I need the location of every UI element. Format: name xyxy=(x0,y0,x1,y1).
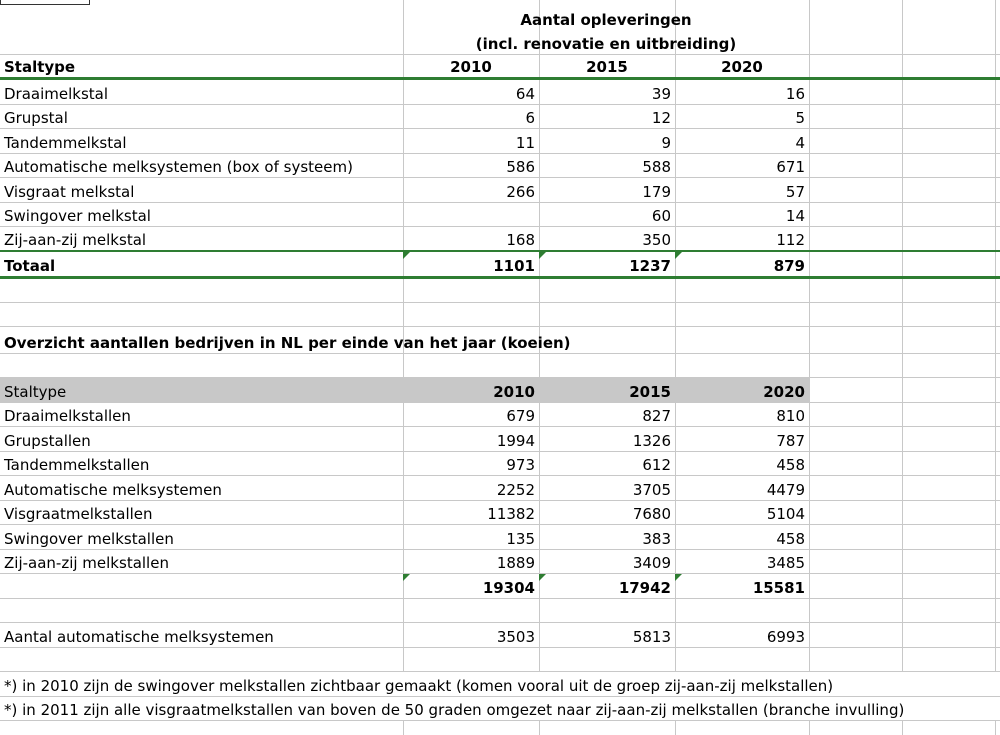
formula-indicator-icon xyxy=(675,252,682,259)
table1-row[interactable] xyxy=(0,105,1000,130)
note-row[interactable] xyxy=(0,672,1000,697)
table1-total-row[interactable] xyxy=(0,252,1000,279)
table1-header-title: Aantal opleveringen xyxy=(520,11,692,29)
table1-header-row-2[interactable] xyxy=(0,30,1000,55)
row-label: Zij-aan-zij melkstallen xyxy=(4,554,169,572)
table2-row[interactable] xyxy=(0,427,1000,452)
table2-row[interactable] xyxy=(0,476,1000,501)
table1-column-header-row[interactable] xyxy=(0,55,1000,80)
ams-2010: 3503 xyxy=(496,628,535,646)
value-2015: 60 xyxy=(651,207,671,225)
value-2020: 458 xyxy=(776,456,805,474)
table2-staltype-header: Staltype xyxy=(4,382,67,401)
value-2020: 5104 xyxy=(766,505,805,523)
table2-year-2015: 2015 xyxy=(629,382,671,401)
table1-row[interactable] xyxy=(0,129,1000,154)
value-2020: 4 xyxy=(795,133,805,152)
value-2015: 3705 xyxy=(632,480,671,499)
empty-row[interactable] xyxy=(0,648,1000,672)
row-label: Swingover melkstallen xyxy=(4,529,174,548)
row-label: Visgraatmelkstallen xyxy=(4,505,153,523)
value-2020: 671 xyxy=(776,158,805,176)
table1-row[interactable] xyxy=(0,80,1000,105)
value-2010: 2252 xyxy=(496,480,535,499)
value-2010: 11 xyxy=(515,133,535,152)
value-2010: 1889 xyxy=(496,554,535,572)
empty-row[interactable] xyxy=(0,279,1000,303)
total-2015: 1237 xyxy=(539,252,675,276)
table2-row[interactable] xyxy=(0,452,1000,477)
footnote-1: *) in 2010 zijn de swingover melkstallen zichtbaar gemaakt (komen vooral uit de groep zij-aan-zij melkstallen) xyxy=(0,672,1000,696)
row-label: Draaimelkstallen xyxy=(4,407,131,425)
row-label: Automatische melksystemen (box of systeem) xyxy=(4,158,353,176)
table1-year-2010: 2010 xyxy=(450,58,492,76)
value-2015: 3409 xyxy=(632,554,671,572)
value-2010: 64 xyxy=(515,84,535,103)
value-2015: 7680 xyxy=(632,505,671,523)
value-2020: 3485 xyxy=(766,554,805,572)
value-2020: 14 xyxy=(785,207,805,225)
table1-header-row-1[interactable] xyxy=(0,0,1000,30)
value-2010: 586 xyxy=(506,158,535,176)
value-2010 xyxy=(403,203,539,227)
empty-row[interactable] xyxy=(0,721,1000,735)
value-2015: 827 xyxy=(642,407,671,425)
formula-indicator-icon xyxy=(675,574,682,581)
table1-row[interactable] xyxy=(0,227,1000,252)
footnote-2: *) in 2011 zijn alle visgraatmelkstallen van boven de 50 graden omgezet naar zij-aan-zij melkstallen (branche invulling) xyxy=(0,697,1000,721)
value-2010: 11382 xyxy=(487,505,535,523)
value-2010: 168 xyxy=(506,230,535,249)
row-label: Automatische melksystemen xyxy=(4,480,222,499)
table2-row[interactable] xyxy=(0,403,1000,428)
value-2015: 612 xyxy=(642,456,671,474)
value-2020: 458 xyxy=(776,529,805,548)
value-2010: 973 xyxy=(506,456,535,474)
formula-indicator-icon xyxy=(539,252,546,259)
empty-row[interactable] xyxy=(0,599,1000,623)
row-label: Grupstal xyxy=(4,109,68,127)
value-2015: 12 xyxy=(651,109,671,127)
row-label: Visgraat melkstal xyxy=(4,182,135,201)
table2-header-row[interactable] xyxy=(0,378,1000,403)
value-2020: 4479 xyxy=(766,480,805,499)
ams-label: Aantal automatische melksystemen xyxy=(4,628,274,646)
value-2020: 787 xyxy=(776,431,805,450)
table2-title-row[interactable] xyxy=(0,327,1000,354)
total-2015: 17942 xyxy=(539,574,675,598)
table1-year-2015: 2015 xyxy=(586,58,628,76)
table2-total-row[interactable] xyxy=(0,574,1000,599)
empty-row[interactable] xyxy=(0,354,1000,378)
formula-indicator-icon xyxy=(403,574,410,581)
value-2010: 6 xyxy=(525,109,535,127)
ams-row[interactable] xyxy=(0,623,1000,648)
row-label: Tandemmelkstal xyxy=(4,133,127,152)
total-label-empty xyxy=(0,574,403,598)
table1-row[interactable] xyxy=(0,178,1000,203)
row-label: Zij-aan-zij melkstal xyxy=(4,230,147,249)
table1-staltype-header: Staltype xyxy=(4,58,76,76)
total-label: Totaal xyxy=(4,256,56,275)
empty-row[interactable] xyxy=(0,303,1000,327)
total-2010: 19304 xyxy=(403,574,539,598)
row-label: Tandemmelkstallen xyxy=(4,456,150,474)
value-2015: 9 xyxy=(661,133,671,152)
table2-row[interactable] xyxy=(0,550,1000,575)
value-2020: 5 xyxy=(795,109,805,127)
value-2010: 1994 xyxy=(496,431,535,450)
value-2015: 350 xyxy=(642,230,671,249)
total-2020: 15581 xyxy=(675,574,809,598)
table1-header-subtitle: (incl. renovatie en uitbreiding) xyxy=(475,35,737,53)
value-2015: 179 xyxy=(642,182,671,201)
row-label: Swingover melkstal xyxy=(4,207,151,225)
total-2020: 879 xyxy=(675,252,809,276)
value-2020: 57 xyxy=(785,182,805,201)
value-2020: 810 xyxy=(776,407,805,425)
formula-indicator-icon xyxy=(539,574,546,581)
ams-2020: 6993 xyxy=(766,628,805,646)
ams-2015: 5813 xyxy=(632,628,671,646)
table2-year-2020: 2020 xyxy=(763,382,805,401)
value-2015: 383 xyxy=(642,529,671,548)
formula-indicator-icon xyxy=(403,252,410,259)
table1-year-2020: 2020 xyxy=(721,58,763,76)
value-2015: 588 xyxy=(642,158,671,176)
row-label: Draaimelkstal xyxy=(4,84,109,103)
row-label: Grupstallen xyxy=(4,431,91,450)
value-2020: 112 xyxy=(776,230,805,249)
table2-row[interactable] xyxy=(0,501,1000,526)
note-row[interactable] xyxy=(0,697,1000,722)
table2-year-2010: 2010 xyxy=(493,382,535,401)
table1-row[interactable] xyxy=(0,154,1000,179)
total-2010: 1101 xyxy=(403,252,539,276)
table2-row[interactable] xyxy=(0,525,1000,550)
table1-row[interactable] xyxy=(0,203,1000,228)
value-2010: 266 xyxy=(506,182,535,201)
table2-title: Overzicht aantallen bedrijven in NL per einde van het jaar (koeien) xyxy=(4,333,571,352)
value-2015: 39 xyxy=(651,84,671,103)
value-2010: 679 xyxy=(506,407,535,425)
value-2015: 1326 xyxy=(632,431,671,450)
value-2010: 135 xyxy=(506,529,535,548)
value-2020: 16 xyxy=(785,84,805,103)
